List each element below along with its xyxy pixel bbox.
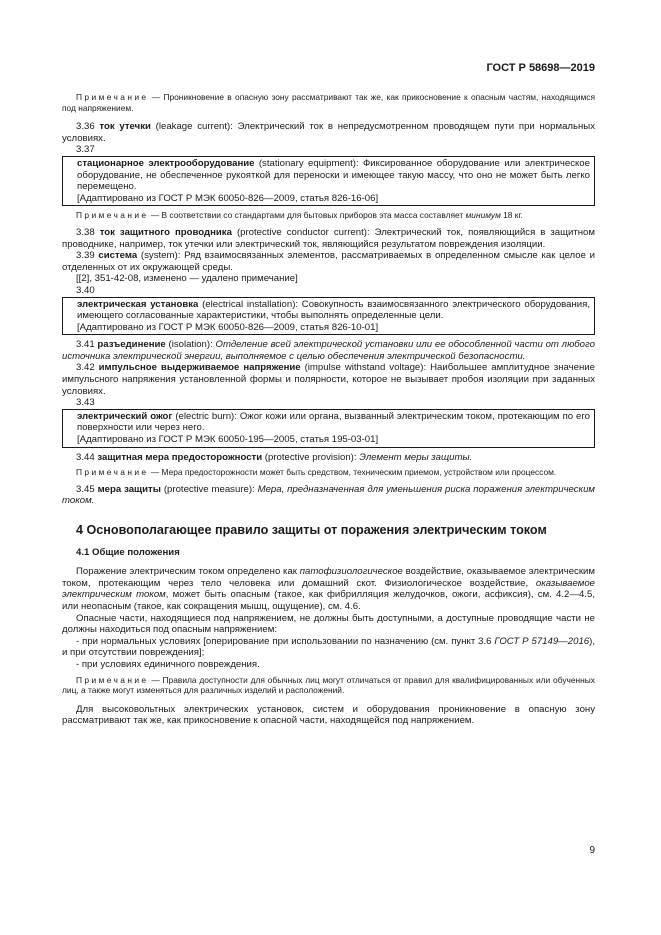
definition-box-3-43: электрический ожог (electric burn): Ожог кожи или органа, вызванный электрическим током, протекающим по его поверхности или через него. [Адаптировано из ГОСТ Р МЭК 60050-195—2005, статья 195-03-01] (62, 409, 595, 448)
page-body (62, 60, 595, 727)
definition-source: [Адаптировано из ГОСТ Р МЭК 60050-826—2009, статья 826-16-06] (77, 192, 379, 204)
definition-box-3-37: стационарное электрооборудование (stationary equipment): Фиксированное оборудование или электрическое оборудование, не обеспеченное рукояткой для переноски и имеющее такую массу, что оно не может быть легко перемещено. [Адаптировано из ГОСТ Р МЭК 60050-826—2009, статья 826-16-06] (62, 156, 595, 206)
subsection-heading-4-1: 4.1 Общие положения (76, 546, 180, 558)
note-paragraph: Примечание — Проникновение в опасную зону рассматривают так же, как прикосновение к опасным частям, находящимся под напряжением. (62, 92, 595, 113)
document-header: ГОСТ Р 58698—2019 (486, 62, 595, 74)
page-number: 9 (589, 845, 595, 856)
body-paragraph: Поражение электрическим током определено как патофизиологическое воздействие, оказываемое электрическим током, протекающим через тело человека или домашний скот. Физиологическое воздействие, оказываемое электрическим током, может быть опасным (такое, как фибрилляция желудочков, ожоги, асфиксия), см. 4.2—4.5, или неопасным (такое, как сокращения мышц, ощущение), см. 4.6. (62, 566, 595, 612)
body-paragraph: Для высоковольтных электрических установок, систем и оборудования проникновение в опасную зону рассматривают так же, как прикосновение к опасной части, находящейся под напряжением. (62, 703, 595, 727)
note-paragraph: Примечание — В соответствии со стандартами для бытовых приборов эта масса составляет минимум 18 кг. (76, 210, 523, 221)
definition-number-3-40: 3.40 (76, 284, 95, 296)
definition-number-3-43: 3.43 (76, 397, 95, 409)
definition-source: [Адаптировано из ГОСТ Р МЭК 60050-195—2005, статья 195-03-01] (77, 434, 379, 446)
list-item: - при нормальных условиях [оперирование при использовании по назначению (см. пункт 3.6 ГОСТ Р 57149—2016), и при отсутствии повреждения]; (62, 635, 595, 659)
definition-3-45: 3.45 мера защиты (protective measure): Мера, предназначенная для уменьшения риска поражения электрическим током. (62, 483, 595, 507)
definition-source: [[2], 351-42-08, изменено — удалено примечание] (76, 273, 298, 285)
definition-3-42: 3.42 импульсное выдерживаемое напряжение (impulse withstand voltage): Наибольшее амплитудное значение импульсного напряжения установленной формы и полярности, которое не вызывает пробоя изоляции при заданных условиях. (62, 362, 595, 397)
body-paragraph: Опасные части, находящиеся под напряжением, не должны быть доступными, а доступные проводящие части не должны находиться под опасным напряжением: (62, 612, 595, 636)
note-paragraph: Примечание — Правила доступности для обычных лиц могут отличаться от правил для квалифицированных или обученных лиц, а также могут изменяться для различных изделий и расположений. (62, 674, 595, 696)
definition-box-3-40: электрическая установка (electrical installation): Совокупность взаимосвязанного электрического оборудования, имеющего согласованные характеристики, чтобы выполнять определенные цели. [Адаптировано из ГОСТ Р МЭК 60050-826—2009, статья 826-10-01] (62, 297, 595, 336)
definition-3-36: 3.36 ток утечки (leakage current): Электрический ток в непредусмотренном проводящем пути при нормальных условиях. (62, 121, 596, 144)
definition-number-3-37: 3.37 (76, 144, 95, 156)
note-paragraph: Примечание — Мера предосторожности может быть средством, техническим приемом, устройством или процессом. (76, 467, 557, 478)
list-item: - при условиях единичного повреждения. (76, 658, 260, 670)
definition-3-39: 3.39 система (system): Ряд взаимосвязанных элементов, рассматриваемых в определенном смысле как целое и отделенных от их окружающей среды. (62, 250, 595, 273)
definition-3-44: 3.44 защитная мера предосторожности (protective provision): Элемент меры защиты. (76, 451, 473, 463)
definition-source: [Адаптировано из ГОСТ Р МЭК 60050-826—2009, статья 826-10-01] (77, 321, 379, 333)
definition-3-38: 3.38 ток защитного проводника (protective conductor current): Электрический ток, появляющийся в защитном проводнике, например, ток утечки или электрический ток, являющийся результатом повреждения изоляции. (62, 226, 595, 250)
section-heading-4: 4 Основополагающее правило защиты от поражения электрическим током (76, 523, 547, 537)
definition-3-41: 3.41 разъединение (isolation): Отделение всей электрической установки или ее обособленной части от любого источника электрической энергии, выполняемое с целью обеспечения электрической безопасности. (62, 339, 595, 362)
